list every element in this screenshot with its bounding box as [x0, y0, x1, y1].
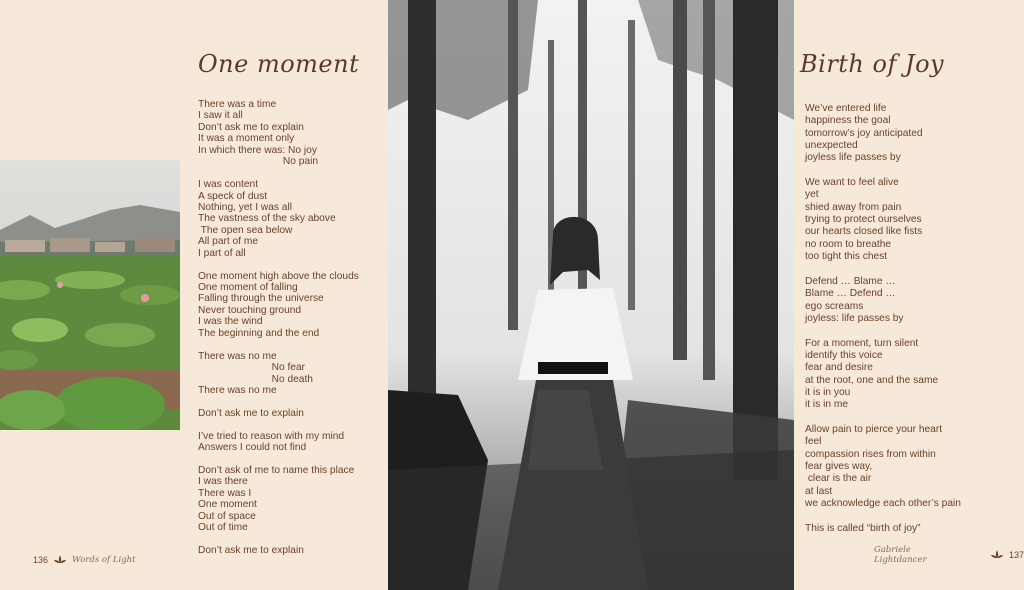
poem-line: Defend … Blame … [805, 275, 896, 287]
poem-text-one-moment [198, 99, 359, 557]
poem-line: joyless: life passes by [805, 312, 904, 324]
poem-line: The open sea below [198, 224, 293, 236]
poem-line: I’ve tried to reason with my mind [198, 430, 345, 442]
poem-line [198, 339, 359, 350]
poem-line: I part of all [198, 247, 246, 259]
poem-line: Allow pain to pierce your heart [805, 423, 943, 435]
right-page [794, 0, 1024, 590]
lotus-pond-photo [0, 160, 180, 430]
woman-in-forest-photo [388, 0, 794, 590]
poem-line: Out of space [198, 510, 256, 522]
poem-line: Blame … Defend … [805, 288, 896, 300]
left-page [0, 0, 388, 590]
poem-line [805, 165, 961, 177]
poem-line: One moment [198, 499, 257, 511]
poem-line: shied away from pain [805, 201, 902, 213]
poem-line: No death [198, 373, 313, 385]
poem-line: A speck of dust [198, 190, 268, 202]
poem-line: For a moment, turn silent [805, 337, 919, 349]
poem-line: I was the wind [198, 316, 263, 328]
poem-line [198, 454, 359, 465]
page-number-137: 137 [1008, 550, 1024, 560]
poem-line: compassion rises from within [805, 448, 936, 460]
poem-line: no room to breathe [805, 238, 892, 250]
poem-line: I was there [198, 476, 248, 488]
poem-line [805, 325, 961, 337]
lotus-icon [54, 555, 66, 565]
poem-line: The vastness of the sky above [198, 213, 336, 225]
poem-line: Out of time [198, 522, 248, 534]
poem-line: I saw it all [198, 110, 243, 122]
poem-line: at the root, one and the same [805, 374, 939, 386]
poem-line: identify this voice [805, 349, 883, 361]
poem-line [198, 534, 359, 545]
poem-line: clear is the air [805, 473, 872, 485]
poem-line: Don’t ask me to explain [198, 545, 304, 557]
poem-line: Nothing, yet I was all [198, 201, 292, 213]
poem-line: we acknowledge each other’s pain [805, 498, 961, 509]
poem-line: feel [805, 436, 822, 448]
poem-line: All part of me [198, 236, 259, 248]
poem-line: fear and desire [805, 362, 873, 374]
poem-line: We want to feel alive [805, 177, 899, 189]
poem-line: I was content [198, 179, 259, 191]
poem-line: joyless life passes by [805, 152, 901, 164]
poem-line: No fear [198, 362, 305, 374]
poem-line: Don’t ask me to explain [198, 407, 304, 419]
poem-line: Don’t ask of me to name this place [198, 465, 355, 476]
poem-line: ego screams [805, 300, 864, 312]
poem-line: One moment of falling [198, 282, 298, 293]
poem-line: Falling through the universe [198, 293, 324, 305]
poem-line: The beginning and the end [198, 327, 320, 339]
poem-line [805, 412, 961, 424]
poem-line [198, 396, 359, 407]
lotus-pond-illustration [0, 160, 180, 430]
poem-line [805, 263, 961, 275]
poem-line: happiness the goal [805, 115, 891, 127]
right-footer [874, 545, 1024, 565]
poem-line [198, 168, 359, 179]
poem-line: our hearts closed like fists [805, 226, 923, 238]
poem-line: at last [805, 485, 833, 497]
poem-line: Don’t ask me to explain [198, 121, 304, 133]
poem-line: There was a time [198, 99, 277, 110]
left-footer [33, 555, 136, 565]
page-number-136: 136 [33, 555, 49, 565]
poem-line: We’ve entered life [805, 103, 887, 114]
poem-line: it is in you [805, 386, 851, 398]
poem-line: trying to protect ourselves [805, 214, 922, 226]
poem-line: It was a moment only [198, 133, 295, 145]
poem-line: too tight this chest [805, 251, 888, 263]
poem-line: it is in me [805, 399, 849, 411]
lotus-icon [991, 550, 1003, 560]
poem-line: Answers I could not find [198, 442, 307, 454]
poem-title-birth-of-joy: Birth of Joy [800, 50, 945, 78]
poem-line: tomorrow’s joy anticipated [805, 127, 923, 139]
poem-line: This is called “birth of joy” [805, 522, 921, 534]
poem-line: Never touching ground [198, 304, 302, 316]
poem-line: There was no me [198, 350, 277, 362]
poem-line: No pain [198, 156, 319, 168]
footer-book-title: Words of Light [72, 555, 136, 565]
poem-line: One moment high above the clouds [198, 270, 359, 282]
forest-photo-illustration [388, 0, 794, 590]
poem-text-birth-of-joy [805, 103, 961, 535]
poem-line: There was I [198, 487, 252, 499]
poem-line: fear gives way, [805, 460, 873, 472]
poem-line [805, 510, 961, 522]
footer-author-name: Gabriele Lightdancer [874, 545, 927, 565]
poem-line: yet [805, 189, 819, 201]
poem-line [198, 419, 359, 430]
poem-title-one-moment: One moment [198, 50, 360, 78]
poem-line: In which there was: No joy [198, 144, 317, 156]
poem-line: There was no me [198, 384, 277, 396]
poem-line [198, 259, 359, 270]
poem-line: unexpected [805, 140, 858, 152]
